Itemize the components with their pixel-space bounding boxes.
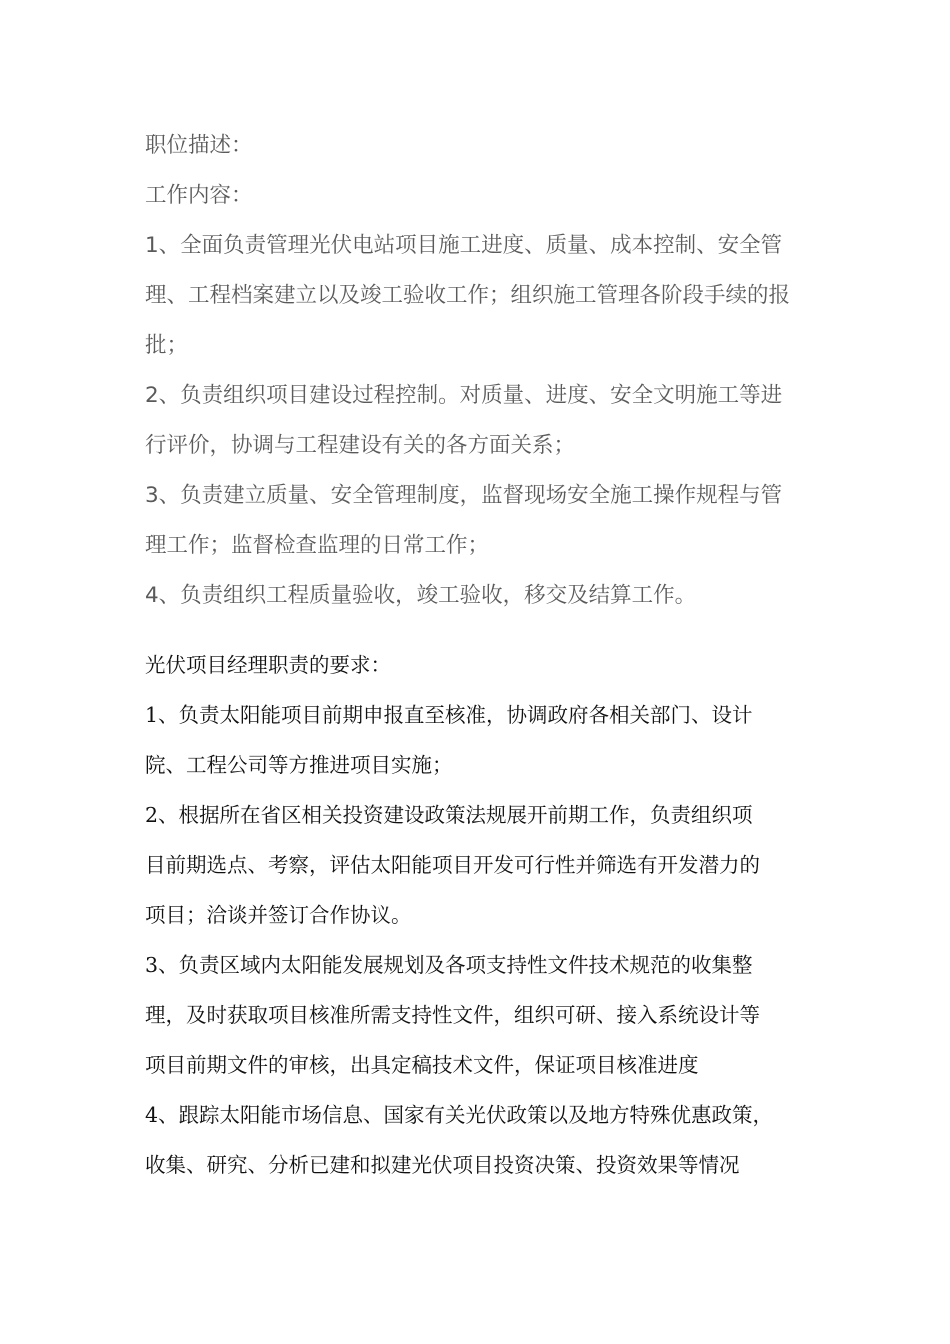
req-1-line-2: 院、工程公司等方推进项目实施；	[145, 753, 453, 777]
requirements-section	[145, 640, 825, 1190]
req-4-line-2: 收集、研究、分析已建和拟建光伏项目投资决策、投资效果等情况	[145, 1153, 740, 1177]
heading-work-content: 工作内容：	[145, 183, 253, 208]
req-3-line-3: 项目前期文件的审核，出具定稿技术文件，保证项目核准进度	[145, 1053, 699, 1077]
duty-1-line-2: 理、工程档案建立以及竣工验收工作；组织施工管理各阶段手续的报	[145, 283, 791, 308]
req-3-line-1: 3、负责区域内太阳能发展规划及各项支持性文件技术规范的收集整	[145, 953, 753, 977]
duty-3-line-1: 3、负责建立质量、安全管理制度，监督现场安全施工操作规程与管	[145, 483, 783, 508]
req-2-line-2: 目前期选点、考察，评估太阳能项目开发可行性并筛选有开发潜力的	[145, 853, 760, 877]
duty-1-line-1: 1、全面负责管理光伏电站项目施工进度、质量、成本控制、安全管	[145, 233, 783, 258]
heading-job-description: 职位描述：	[145, 133, 253, 158]
duty-2-line-2: 行评价，协调与工程建设有关的各方面关系；	[145, 433, 576, 458]
duty-4-line-1: 4、负责组织工程质量验收，竣工验收，移交及结算工作。	[145, 583, 697, 608]
duty-2-line-1: 2、负责组织项目建设过程控制。对质量、进度、安全文明施工等进	[145, 383, 783, 408]
job-description-section	[145, 121, 825, 621]
duty-3-line-2: 理工作；监督检查监理的日常工作；	[145, 533, 490, 558]
duty-1-line-3: 批；	[145, 333, 189, 358]
req-1-line-1: 1、负责太阳能项目前期申报直至核准，协调政府各相关部门、设计	[145, 703, 753, 727]
heading-requirements: 光伏项目经理职责的要求：	[145, 653, 391, 677]
req-3-line-2: 理，及时获取项目核准所需支持性文件，组织可研、接入系统设计等	[145, 1003, 760, 1027]
req-2-line-3: 项目；洽谈并签订合作协议。	[145, 903, 412, 927]
req-2-line-1: 2、根据所在省区相关投资建设政策法规展开前期工作，负责组织项	[145, 803, 753, 827]
req-4-line-1: 4、跟踪太阳能市场信息、国家有关光伏政策以及地方特殊优惠政策，	[145, 1103, 774, 1127]
